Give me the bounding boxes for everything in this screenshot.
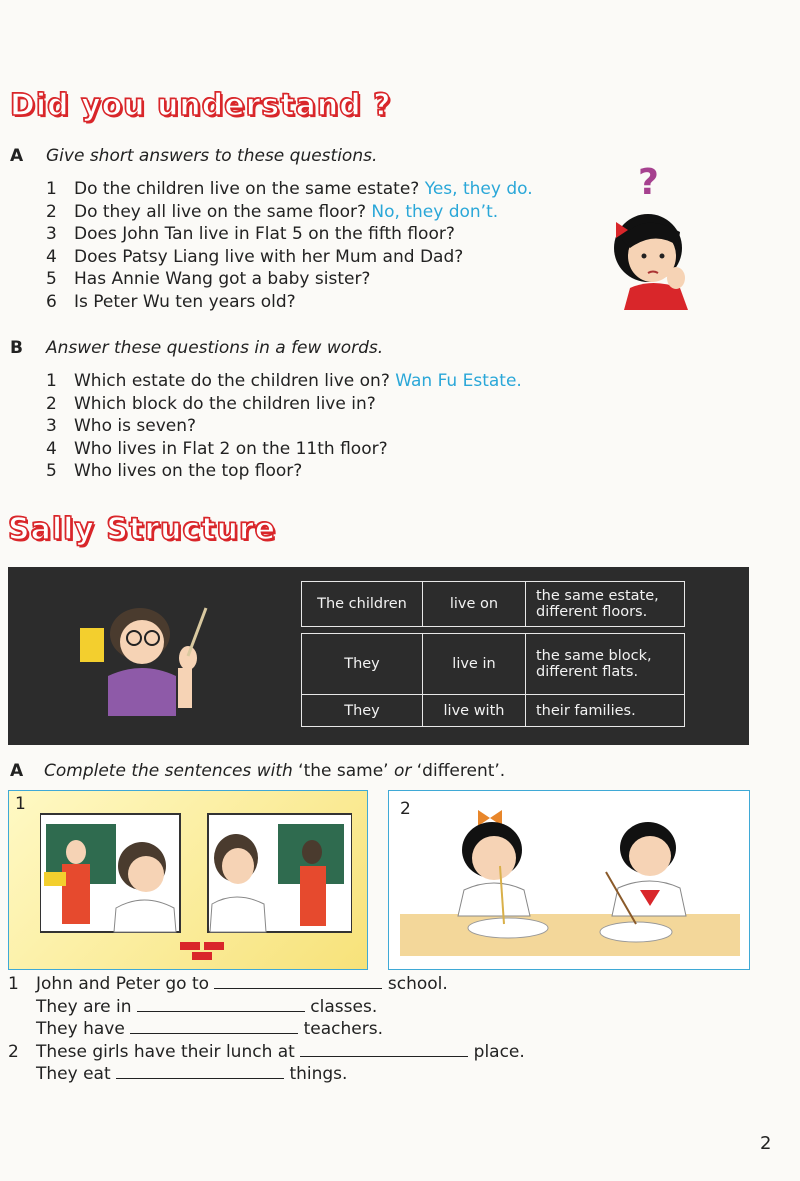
lunch-girls-illustration: [400, 806, 740, 956]
panel-1-number: 1: [15, 794, 26, 814]
sally-teacher-illustration: [80, 598, 220, 718]
question-item: 6 Is Peter Wu ten years old?: [46, 291, 296, 312]
exercise-a-instruction: Complete the sentences with ‘the same’ or ‘different’.: [44, 761, 506, 781]
fill-in-line: 2 These girls have their lunch at place.: [8, 1041, 525, 1062]
fill-in-line: They are in classes.: [36, 996, 378, 1017]
question-item: 1 Do the children live on the same estate? Yes, they do.: [46, 179, 533, 199]
structure-table-1: [301, 581, 685, 627]
answer-blank[interactable]: [116, 1064, 284, 1079]
section-b-letter: B: [10, 338, 23, 358]
svg-text:?: ?: [638, 162, 659, 203]
section-heading-sally-structure: Sally Structure: [8, 512, 277, 547]
fill-in-sentences: [8, 973, 525, 1086]
exercise-a-letter: A: [10, 761, 24, 781]
question-item: 5 Who lives on the top floor?: [46, 461, 303, 481]
section-a-letter: A: [10, 146, 24, 166]
answer-blank[interactable]: [300, 1042, 468, 1057]
answer-blank[interactable]: [137, 997, 305, 1012]
question-item: 2 Do they all live on the same floor? No, they don’t.: [46, 201, 499, 222]
sample-answer: Yes, they do.: [424, 179, 533, 199]
table-row: The children live on the same estate, different floors.: [302, 582, 685, 627]
structure-table-2: [301, 633, 685, 727]
table-row: They live with their families.: [302, 695, 685, 727]
table-row: They live in the same block, different flats.: [302, 634, 685, 695]
structure-table-bottom: [301, 633, 685, 727]
answer-blank[interactable]: [130, 1019, 298, 1034]
question-item: 3 Who is seven?: [46, 416, 197, 436]
answer-blank[interactable]: [214, 974, 382, 989]
question-item: 2 Which block do the children live in?: [46, 393, 376, 414]
panel-2-number: 2: [400, 799, 411, 819]
sample-answer: No, they don’t.: [371, 201, 499, 222]
section-a-instruction: Give short answers to these questions.: [46, 146, 378, 166]
question-item: 4 Who lives in Flat 2 on the 11th floor?: [46, 438, 388, 459]
thinking-girl-illustration: [600, 160, 710, 310]
classroom-illustration: [40, 812, 352, 962]
section-b-instruction: Answer these questions in a few words.: [46, 338, 384, 358]
question-item: 1 Which estate do the children live on? Wan Fu Estate.: [46, 371, 522, 391]
fill-in-line: They eat things.: [36, 1064, 348, 1084]
fill-in-line: 1 John and Peter go to school.: [8, 974, 448, 994]
section-a-question-list: [46, 178, 533, 313]
page-number: 2: [760, 1133, 772, 1154]
structure-table-top: [301, 581, 685, 627]
section-heading-did-you-understand: Did you understand ?: [10, 88, 392, 123]
question-item: 4 Does Patsy Liang live with her Mum and Dad?: [46, 246, 464, 267]
sample-answer: Wan Fu Estate.: [395, 371, 522, 391]
question-item: 5 Has Annie Wang got a baby sister?: [46, 269, 371, 289]
section-b-question-list: [46, 370, 522, 483]
question-item: 3 Does John Tan live in Flat 5 on the fifth floor?: [46, 224, 455, 244]
fill-in-line: They have teachers.: [36, 1019, 383, 1039]
